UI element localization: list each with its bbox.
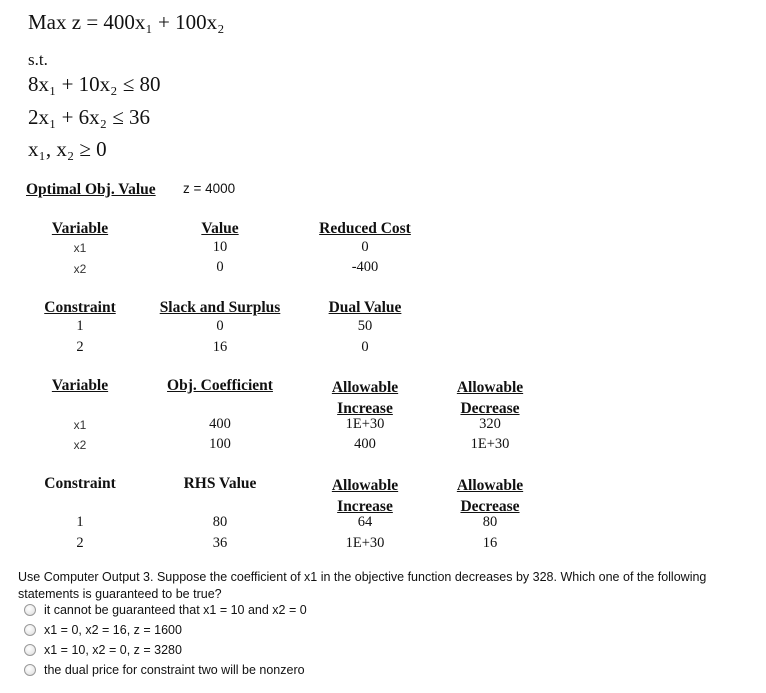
nonnegativity-constraint: x₁, x₂ ≥ 0	[28, 137, 107, 161]
t1-header-variable: Variable	[51, 220, 109, 237]
t2-row1-constraint: 1	[76, 318, 84, 334]
t3-row1-decrease: 320	[479, 416, 501, 432]
t4-header-allowable-decrease	[443, 475, 537, 517]
answer-option-3[interactable]	[24, 643, 182, 657]
answer-option-label: x1 = 0, x2 = 16, z = 1600	[44, 623, 182, 637]
t4-header-allowable-increase	[318, 475, 412, 517]
t3-header-allowable-decrease: Allowable Decrease	[456, 379, 524, 417]
t3-row2-increase: 400	[354, 436, 376, 452]
t3-row1-increase: 1E+30	[345, 416, 385, 432]
t2-header-slack: Slack and Surplus	[159, 299, 281, 316]
radio-button[interactable]	[24, 604, 36, 616]
t1-row1-value: 10	[212, 239, 228, 255]
t2-row2-slack: 16	[212, 339, 228, 355]
t2-row1-dual: 50	[357, 318, 373, 334]
question-text: Use Computer Output 3. Suppose the coefficient of x1 in the objective function decreases by 328. Which one of the following statements is guaranteed to be true?	[18, 570, 707, 601]
t3-row1-coef: 400	[209, 416, 231, 432]
t4-row1-constraint: 1	[76, 514, 84, 530]
answer-option-4[interactable]	[24, 663, 305, 677]
t4-header-rhs-value: RHS Value	[183, 475, 257, 492]
subject-to-label: s.t.	[28, 50, 48, 69]
t3-row2-variable: x2	[73, 438, 87, 452]
answer-option-label: the dual price for constraint two will be nonzero	[44, 663, 305, 677]
t3-header-obj-coefficient: Obj. Coefficient	[167, 377, 273, 394]
radio-button[interactable]	[24, 624, 36, 636]
radio-button[interactable]	[24, 644, 36, 656]
constraint-1-equation: 8x₁ + 10x₂ ≤ 80	[28, 72, 161, 96]
t3-row1-variable: x1	[73, 418, 87, 432]
t1-row2-reduced-cost: -400	[351, 259, 379, 275]
t4-row1-increase: 64	[357, 514, 373, 530]
t4-header-allowable-increase-text: Allowable Increase	[331, 477, 399, 515]
t4-header-allowable-decrease-text: Allowable Decrease	[456, 477, 524, 515]
t2-row2-constraint: 2	[76, 339, 84, 355]
optimal-value: z = 4000	[183, 181, 236, 196]
radio-button[interactable]	[24, 664, 36, 676]
answer-option-label: x1 = 10, x2 = 0, z = 3280	[44, 643, 182, 657]
t4-row1-rhs: 80	[212, 514, 228, 530]
t3-row2-decrease: 1E+30	[470, 436, 510, 452]
t2-header-dual-value: Dual Value	[328, 299, 402, 316]
t2-row1-slack: 0	[216, 318, 224, 334]
constraint-2-equation: 2x₁ + 6x₂ ≤ 36	[28, 105, 151, 129]
t4-header-constraint: Constraint	[44, 475, 116, 492]
t4-row1-decrease: 80	[482, 514, 498, 530]
t2-row2-dual: 0	[361, 339, 369, 355]
t1-row1-reduced-cost: 0	[361, 239, 369, 255]
objective-function: Max z = 400x₁ + 100x₂	[28, 10, 225, 34]
t1-header-reduced-cost: Reduced Cost	[319, 220, 411, 237]
t4-row2-increase: 1E+30	[345, 535, 385, 551]
t4-row2-decrease: 16	[482, 535, 498, 551]
t1-row2-variable: x2	[73, 262, 87, 276]
answer-option-1[interactable]	[24, 603, 307, 617]
t1-header-value: Value	[201, 220, 239, 237]
t4-row2-constraint: 2	[76, 535, 84, 551]
t3-header-variable: Variable	[51, 377, 109, 394]
t4-row2-rhs: 36	[212, 535, 228, 551]
t3-row2-coef: 100	[209, 436, 231, 452]
answer-option-2[interactable]	[24, 623, 182, 637]
t3-header-allowable-increase: Allowable Increase	[331, 379, 399, 417]
t1-row1-variable: x1	[73, 241, 87, 255]
optimal-value-label: Optimal Obj. Value	[26, 181, 156, 198]
t1-row2-value: 0	[216, 259, 224, 275]
answer-option-label: it cannot be guaranteed that x1 = 10 and x2 = 0	[44, 603, 307, 617]
t2-header-constraint: Constraint	[44, 299, 116, 316]
